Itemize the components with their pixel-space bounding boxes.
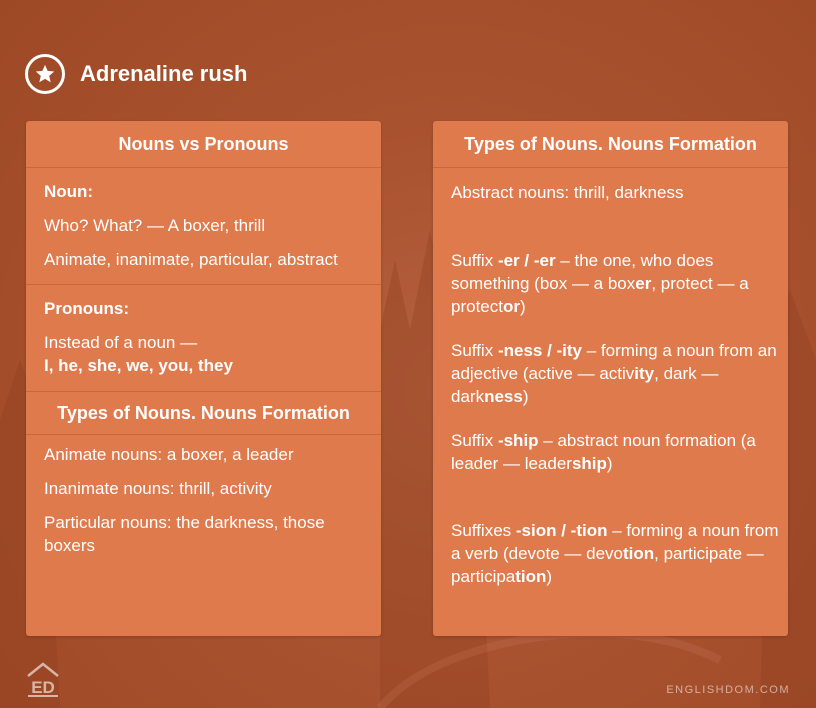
pronouns-label: Pronouns: <box>44 299 129 318</box>
page-title: Adrenaline rush <box>80 61 248 86</box>
abstract-nouns-text: Abstract nouns: thrill, darkness <box>451 183 684 202</box>
pronouns-section <box>26 285 381 392</box>
list-item: Particular nouns: the darkness, those boxers <box>44 513 325 555</box>
star-icon <box>25 54 65 94</box>
pronouns-line-1: Instead of a noun — <box>44 333 198 352</box>
noun-line-1: Who? What? — A boxer, thrill <box>44 216 266 235</box>
types-subtitle: Types of Nouns. Nouns Formation <box>26 392 381 435</box>
suffix-ship-text: Suffix -ship – abstract noun formation (a leader — leadership) <box>451 431 756 473</box>
noun-formation-card <box>433 121 788 636</box>
suffix-er-text: Suffix -er / -er – the one, who does something (box — a boxer, protect — a protector) <box>451 251 749 316</box>
suffix-ness-text: Suffix -ness / -ity – forming a noun from an adjective (active — activity, dark — darkness) <box>451 341 777 406</box>
noun-section <box>26 168 381 285</box>
card-title: Types of Nouns. Nouns Formation <box>433 121 788 168</box>
noun-label: Noun: <box>44 182 94 201</box>
site-name: ENGLISHDOM.COM <box>666 684 790 696</box>
noun-line-2: Animate, inanimate, particular, abstract <box>44 250 338 269</box>
list-item: Inanimate nouns: thrill, activity <box>44 479 272 498</box>
nouns-vs-pronouns-card <box>26 121 381 636</box>
page-header <box>25 52 247 96</box>
pronouns-line-2: I, he, she, we, you, they <box>44 356 233 375</box>
englishdom-logo <box>26 662 60 698</box>
card-title: Nouns vs Pronouns <box>26 121 381 168</box>
list-item: Animate nouns: a boxer, a leader <box>44 445 294 464</box>
types-list <box>26 435 381 578</box>
suffix-tion-text: Suffixes -sion / -tion – forming a noun from a verb (devote — devotion, participate — participation) <box>451 521 779 586</box>
logo-text: ED <box>31 678 55 697</box>
